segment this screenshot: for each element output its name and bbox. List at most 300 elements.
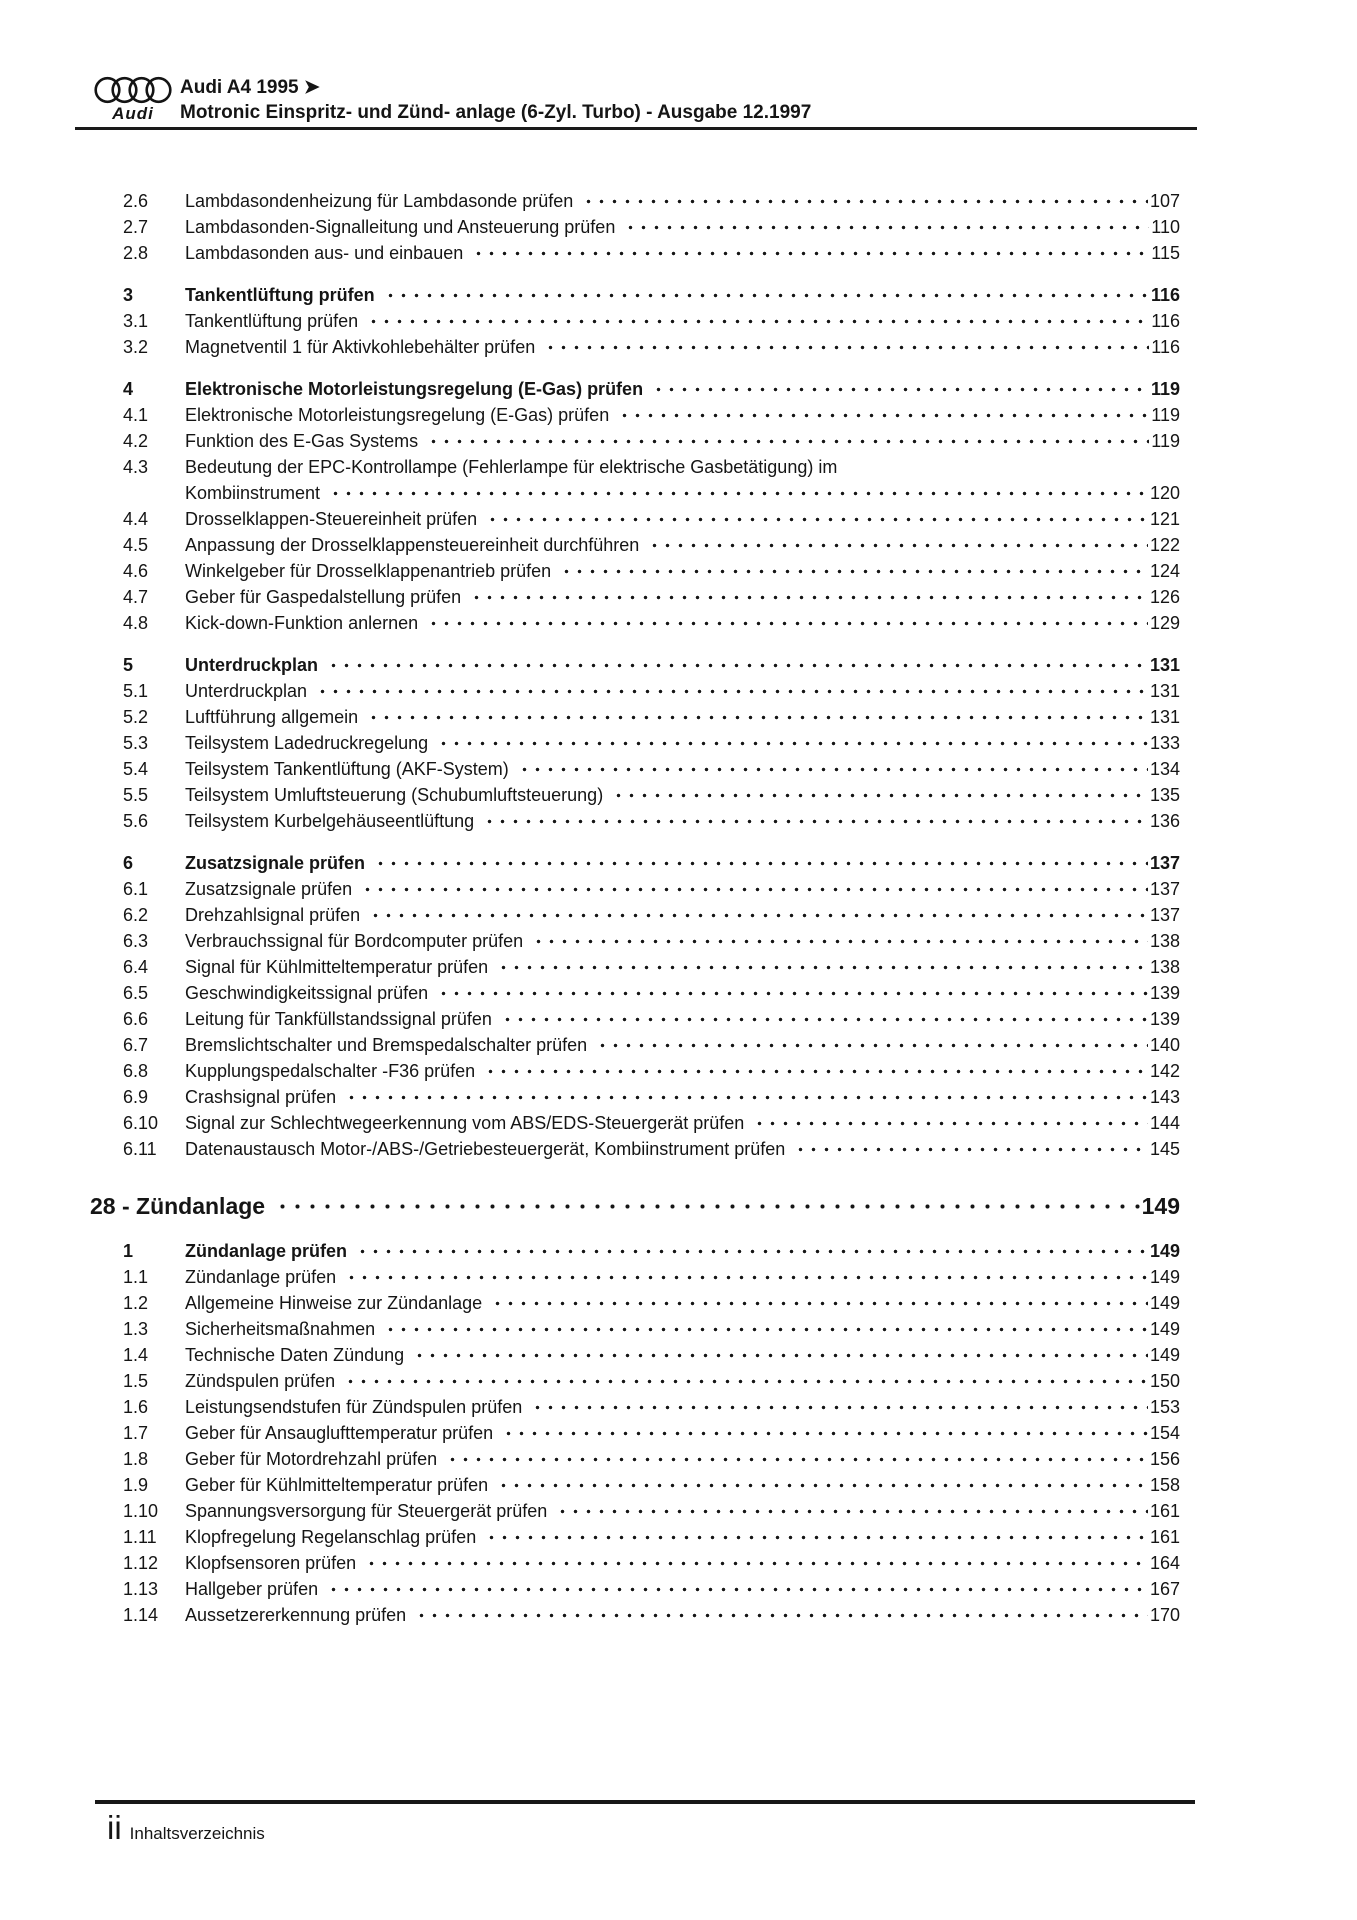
toc-dot-leader bbox=[423, 610, 1148, 636]
toc-row-body bbox=[185, 1368, 1180, 1394]
toc-row bbox=[90, 1498, 1180, 1524]
audi-wordmark: Audi bbox=[112, 104, 154, 123]
toc-section-number: 4.6 bbox=[123, 561, 149, 581]
toc-entry-line bbox=[185, 1576, 1180, 1602]
toc-row-body bbox=[185, 1032, 1180, 1058]
toc-entry-line bbox=[185, 402, 1180, 428]
toc-page-number: 120 bbox=[1149, 483, 1180, 503]
toc-entry-line bbox=[185, 808, 1180, 834]
toc-section-number: 5.3 bbox=[123, 733, 149, 753]
toc-entry-line bbox=[185, 282, 1180, 308]
toc-entry-line bbox=[185, 1446, 1180, 1472]
toc-page-number: 150 bbox=[1149, 1371, 1180, 1391]
toc-row bbox=[90, 876, 1180, 902]
toc-page-number: 144 bbox=[1149, 1113, 1180, 1133]
toc-page-number: 133 bbox=[1149, 733, 1180, 753]
toc-entry-line bbox=[185, 1550, 1180, 1576]
toc-row-body bbox=[185, 876, 1180, 902]
toc-row bbox=[90, 1316, 1180, 1342]
toc-section-number: 6.1 bbox=[123, 879, 149, 899]
toc-page-number: 156 bbox=[1149, 1449, 1180, 1469]
toc-row bbox=[90, 282, 1180, 308]
toc-entry-line bbox=[185, 1058, 1180, 1084]
toc-page-number: 140 bbox=[1149, 1035, 1180, 1055]
toc-entry-line bbox=[185, 980, 1180, 1006]
toc-page-number: 131 bbox=[1149, 681, 1180, 701]
toc-row bbox=[90, 980, 1180, 1006]
toc-dot-leader bbox=[352, 1238, 1148, 1264]
toc-row bbox=[90, 678, 1180, 704]
toc-section-number: 1.3 bbox=[123, 1319, 149, 1339]
toc-dot-leader bbox=[380, 1316, 1148, 1342]
toc-row bbox=[90, 402, 1180, 428]
toc-page-number: 126 bbox=[1149, 587, 1180, 607]
toc-row-body bbox=[185, 1394, 1180, 1420]
toc-row bbox=[90, 240, 1180, 266]
toc-row-body bbox=[185, 808, 1180, 834]
toc-row bbox=[90, 308, 1180, 334]
toc-row-body bbox=[185, 1290, 1180, 1316]
toc-entry-title: Lambdasonden-Signalleitung und Ansteuerung prüfen bbox=[185, 217, 616, 237]
toc-group bbox=[90, 1238, 1180, 1628]
toc-row bbox=[90, 1136, 1180, 1162]
toc-dot-leader bbox=[493, 1472, 1148, 1498]
toc-page-number: 119 bbox=[1151, 431, 1180, 451]
toc-entry-line bbox=[185, 704, 1180, 730]
toc-dot-leader bbox=[578, 188, 1148, 214]
toc-entry-title: Leitung für Tankfüllstandssignal prüfen bbox=[185, 1009, 492, 1029]
toc-entry-line bbox=[185, 850, 1180, 876]
toc-row-body bbox=[185, 1524, 1180, 1550]
toc-row-body bbox=[185, 678, 1180, 704]
toc-dot-leader bbox=[323, 652, 1148, 678]
toc-section-number: 3.2 bbox=[123, 337, 149, 357]
toc-page-number: 142 bbox=[1149, 1061, 1180, 1081]
toc-row-body bbox=[185, 214, 1180, 240]
toc-entry-title: Lambdasondenheizung für Lambdasonde prüfen bbox=[185, 191, 574, 211]
toc-row bbox=[90, 1058, 1180, 1084]
toc-row-body bbox=[185, 1006, 1180, 1032]
toc-entry-line bbox=[185, 730, 1180, 756]
toc-page-number: 149 bbox=[1149, 1267, 1180, 1287]
toc-section-number: 5.6 bbox=[123, 811, 149, 831]
toc-entry-title: Signal für Kühlmitteltemperatur prüfen bbox=[185, 957, 489, 977]
toc-entry-line bbox=[185, 334, 1180, 360]
toc-entry-line bbox=[185, 558, 1180, 584]
toc-entry-line bbox=[185, 1032, 1180, 1058]
toc-page-number: 131 bbox=[1149, 707, 1180, 727]
toc-entry-line bbox=[185, 1290, 1180, 1316]
toc-entry-line bbox=[185, 1110, 1180, 1136]
toc-entry-line bbox=[185, 1238, 1180, 1264]
chapter-heading-row bbox=[90, 1190, 1180, 1222]
toc-entry-title: Lambdasonden aus- und einbauen bbox=[185, 243, 464, 263]
toc-entry-title: Klopfsensoren prüfen bbox=[185, 1553, 357, 1573]
toc-row bbox=[90, 1420, 1180, 1446]
toc-dot-leader bbox=[493, 954, 1148, 980]
toc-dot-leader bbox=[409, 1342, 1148, 1368]
toc-row bbox=[90, 376, 1180, 402]
toc-section-number: 6.2 bbox=[123, 905, 149, 925]
toc-entry-title: Luftführung allgemein bbox=[185, 707, 359, 727]
toc-page-number: 149 bbox=[1149, 1241, 1180, 1261]
toc-dot-leader bbox=[498, 1420, 1148, 1446]
toc-row bbox=[90, 214, 1180, 240]
audi-rings-icon bbox=[94, 76, 172, 104]
toc-row bbox=[90, 704, 1180, 730]
header-title-block bbox=[180, 74, 811, 125]
page-header bbox=[92, 74, 811, 125]
toc-entry-line bbox=[185, 428, 1180, 454]
toc-entry-title: Zündspulen prüfen bbox=[185, 1371, 336, 1391]
toc-entry-title: Signal zur Schlechtwegeerkennung vom ABS/EDS-Steuergerät prüfen bbox=[185, 1113, 745, 1133]
toc-row bbox=[90, 954, 1180, 980]
toc-page-number: 121 bbox=[1149, 509, 1180, 529]
toc-entry-line bbox=[185, 240, 1180, 266]
toc-group bbox=[90, 282, 1180, 360]
toc-row bbox=[90, 928, 1180, 954]
toc-section-number: 4.4 bbox=[123, 509, 149, 529]
toc-entry-line bbox=[185, 610, 1180, 636]
toc-entry-title: Tankentlüftung prüfen bbox=[185, 311, 359, 331]
toc-row-body bbox=[185, 1342, 1180, 1368]
toc-page-number: 107 bbox=[1149, 191, 1180, 211]
toc-dot-leader bbox=[644, 532, 1148, 558]
toc-row-body bbox=[185, 1084, 1180, 1110]
toc-row-body bbox=[185, 756, 1180, 782]
toc-row-body bbox=[185, 610, 1180, 636]
toc-row bbox=[90, 334, 1180, 360]
toc-row-body bbox=[185, 1602, 1180, 1628]
toc-row-body bbox=[185, 506, 1180, 532]
toc-page-number: 116 bbox=[1150, 285, 1180, 305]
toc-entry-line bbox=[185, 1498, 1180, 1524]
toc-group bbox=[90, 188, 1180, 266]
toc-page-number: 138 bbox=[1149, 931, 1180, 951]
toc-page-number: 149 bbox=[1149, 1345, 1180, 1365]
toc-row-body bbox=[185, 532, 1180, 558]
toc-section-number: 6.4 bbox=[123, 957, 149, 977]
toc-row bbox=[90, 1602, 1180, 1628]
toc-page-number: 135 bbox=[1149, 785, 1180, 805]
toc-entry-title: Teilsystem Umluftsteuerung (Schubumluftsteuerung) bbox=[185, 785, 604, 805]
toc-row bbox=[90, 902, 1180, 928]
toc-entry-title: Elektronische Motorleistungsregelung (E-Gas) prüfen bbox=[185, 379, 644, 399]
toc-entry-title: Kick-down-Funktion anlernen bbox=[185, 613, 419, 633]
toc-page-number: 161 bbox=[1149, 1501, 1180, 1521]
toc-row-body bbox=[185, 1058, 1180, 1084]
toc-row-body bbox=[185, 1316, 1180, 1342]
toc-page-number: 129 bbox=[1149, 613, 1180, 633]
toc-dot-leader bbox=[514, 756, 1148, 782]
toc-row-body bbox=[185, 704, 1180, 730]
chapter-page-number: 149 bbox=[1141, 1193, 1180, 1219]
toc-row-body bbox=[185, 1576, 1180, 1602]
toc-dot-leader bbox=[433, 730, 1148, 756]
toc-page-number: 122 bbox=[1149, 535, 1180, 555]
toc-group bbox=[90, 652, 1180, 834]
toc-entry-line bbox=[185, 480, 1180, 506]
toc-page-number: 115 bbox=[1151, 243, 1180, 263]
toc-row bbox=[90, 850, 1180, 876]
toc-entry-line bbox=[185, 1084, 1180, 1110]
toc-row-body bbox=[185, 1550, 1180, 1576]
toc-row bbox=[90, 1264, 1180, 1290]
toc-entry-title: Technische Daten Zündung bbox=[185, 1345, 405, 1365]
toc-dot-leader bbox=[411, 1602, 1148, 1628]
toc-entry-line bbox=[185, 214, 1180, 240]
page-footer bbox=[107, 1808, 265, 1848]
header-title-line1: Audi A4 1995 ➤ bbox=[180, 77, 320, 98]
toc-row-body bbox=[185, 282, 1180, 308]
toc-section-number: 6.9 bbox=[123, 1087, 149, 1107]
toc-row-body bbox=[185, 1110, 1180, 1136]
toc-section-number: 1.14 bbox=[123, 1605, 159, 1625]
toc-dot-leader bbox=[363, 308, 1149, 334]
toc-dot-leader bbox=[423, 428, 1149, 454]
toc-entry-title: Spannungsversorgung für Steuergerät prüfen bbox=[185, 1501, 548, 1521]
toc-page-number: 138 bbox=[1149, 957, 1180, 977]
toc-dot-leader bbox=[481, 1524, 1148, 1550]
toc-row bbox=[90, 1084, 1180, 1110]
toc-row-body bbox=[185, 980, 1180, 1006]
toc-row-body bbox=[185, 1472, 1180, 1498]
toc-page-number: 145 bbox=[1149, 1139, 1180, 1159]
toc-row bbox=[90, 1576, 1180, 1602]
toc-entry-title: Bremslichtschalter und Bremspedalschalter prüfen bbox=[185, 1035, 588, 1055]
toc-dot-leader bbox=[340, 1368, 1148, 1394]
toc-row-body bbox=[185, 240, 1180, 266]
toc-dot-leader bbox=[608, 782, 1148, 808]
toc-row-body bbox=[185, 308, 1180, 334]
toc-row-body bbox=[185, 1420, 1180, 1446]
toc-row-body bbox=[185, 1264, 1180, 1290]
toc-entry-line bbox=[185, 506, 1180, 532]
toc-page-number: 153 bbox=[1149, 1397, 1180, 1417]
toc-entry-line bbox=[185, 1420, 1180, 1446]
toc-entry-title: Leistungsendstufen für Zündspulen prüfen bbox=[185, 1397, 523, 1417]
toc-entry-line bbox=[185, 782, 1180, 808]
toc-page-number: 161 bbox=[1149, 1527, 1180, 1547]
toc-row bbox=[90, 454, 1180, 506]
toc-entry-title: Zusatzsignale prüfen bbox=[185, 879, 353, 899]
toc-page-number: 137 bbox=[1149, 879, 1180, 899]
toc-entry-title: Aussetzererkennung prüfen bbox=[185, 1605, 407, 1625]
toc-row bbox=[90, 782, 1180, 808]
toc-section-number: 6.5 bbox=[123, 983, 149, 1003]
header-divider-rule bbox=[75, 127, 1197, 130]
toc-row bbox=[90, 1550, 1180, 1576]
toc-dot-leader bbox=[468, 240, 1149, 266]
toc-row-body bbox=[185, 376, 1180, 402]
toc-page-number: 167 bbox=[1149, 1579, 1180, 1599]
toc-dot-leader bbox=[790, 1136, 1148, 1162]
toc-entry-line bbox=[185, 1006, 1180, 1032]
toc-row bbox=[90, 506, 1180, 532]
toc-dot-leader bbox=[497, 1006, 1148, 1032]
toc-row bbox=[90, 610, 1180, 636]
toc-entry-line bbox=[185, 954, 1180, 980]
toc-row bbox=[90, 584, 1180, 610]
toc-entry-title: Magnetventil 1 für Aktivkohlebehälter prüfen bbox=[185, 337, 536, 357]
toc-row bbox=[90, 1394, 1180, 1420]
toc-section-number: 4.8 bbox=[123, 613, 149, 633]
toc-row bbox=[90, 1110, 1180, 1136]
toc-page-number: 149 bbox=[1149, 1319, 1180, 1339]
toc-section-number: 1.6 bbox=[123, 1397, 149, 1417]
toc-section-number: 4.7 bbox=[123, 587, 149, 607]
toc-dot-leader bbox=[648, 376, 1149, 402]
toc-entry-title: Klopfregelung Regelanschlag prüfen bbox=[185, 1527, 477, 1547]
toc-entry-title: Anpassung der Drosselklappensteuereinheit durchführen bbox=[185, 535, 640, 555]
toc-row-body bbox=[185, 902, 1180, 928]
toc-entry-line bbox=[185, 584, 1180, 610]
toc-row bbox=[90, 808, 1180, 834]
toc-dot-leader bbox=[365, 902, 1148, 928]
toc-entry-title: Kombiinstrument bbox=[185, 483, 321, 503]
toc-section-number: 4.5 bbox=[123, 535, 149, 555]
toc-entry-title: Geber für Motordrehzahl prüfen bbox=[185, 1449, 438, 1469]
toc-entry-line bbox=[185, 1316, 1180, 1342]
toc-list bbox=[90, 188, 1180, 1628]
toc-entry-title: Funktion des E-Gas Systems bbox=[185, 431, 419, 451]
toc-entry-title: Teilsystem Tankentlüftung (AKF-System) bbox=[185, 759, 509, 779]
toc-row bbox=[90, 1368, 1180, 1394]
toc-row-body bbox=[185, 954, 1180, 980]
toc-page-number: 134 bbox=[1149, 759, 1180, 779]
toc-entry-title: Tankentlüftung prüfen bbox=[185, 285, 375, 305]
toc-page-number: 131 bbox=[1149, 655, 1180, 675]
toc-entry-title: Hallgeber prüfen bbox=[185, 1579, 319, 1599]
toc-entry-line bbox=[185, 756, 1180, 782]
toc-row bbox=[90, 188, 1180, 214]
toc-page-number: 119 bbox=[1150, 379, 1180, 399]
toc-dot-leader bbox=[528, 928, 1148, 954]
toc-dot-leader bbox=[466, 584, 1148, 610]
toc-section-number: 1.5 bbox=[123, 1371, 149, 1391]
toc-row-body bbox=[185, 188, 1180, 214]
toc-page-number: 143 bbox=[1149, 1087, 1180, 1107]
toc-section-number: 1.12 bbox=[123, 1553, 159, 1573]
toc-dot-leader bbox=[380, 282, 1149, 308]
toc-page-number: 164 bbox=[1149, 1553, 1180, 1573]
toc-entry-line bbox=[185, 1368, 1180, 1394]
toc-section-number: 2.7 bbox=[123, 217, 149, 237]
toc-group bbox=[90, 850, 1180, 1162]
toc-row bbox=[90, 652, 1180, 678]
toc-entry-title: Geschwindigkeitssignal prüfen bbox=[185, 983, 429, 1003]
toc-group bbox=[90, 376, 1180, 636]
toc-row bbox=[90, 1446, 1180, 1472]
toc-section-number: 1 bbox=[123, 1241, 134, 1261]
toc-dot-leader bbox=[341, 1264, 1148, 1290]
toc-row-body bbox=[185, 1238, 1180, 1264]
toc-section-number: 1.2 bbox=[123, 1293, 149, 1313]
toc-row-body bbox=[185, 1136, 1180, 1162]
toc-dot-leader bbox=[614, 402, 1149, 428]
toc-entry-line bbox=[185, 376, 1180, 402]
toc-page-number: 110 bbox=[1151, 217, 1180, 237]
toc-entry-title: Kupplungspedalschalter -F36 prüfen bbox=[185, 1061, 476, 1081]
toc-page-number: 158 bbox=[1149, 1475, 1180, 1495]
toc-entry-title-line1: Bedeutung der EPC-Kontrollampe (Fehlerlampe für elektrische Gasbetätigung) im bbox=[185, 457, 838, 477]
toc-page-number: 137 bbox=[1149, 905, 1180, 925]
toc-entry-title: Allgemeine Hinweise zur Zündanlage bbox=[185, 1293, 483, 1313]
toc-section-number: 1.4 bbox=[123, 1345, 149, 1365]
toc-row-body bbox=[185, 850, 1180, 876]
toc-page-number: 119 bbox=[1151, 405, 1180, 425]
toc-dot-leader bbox=[556, 558, 1148, 584]
toc-section-number: 1.9 bbox=[123, 1475, 149, 1495]
toc-dot-leader bbox=[487, 1290, 1148, 1316]
toc-section-number: 4.1 bbox=[123, 405, 149, 425]
toc-page-number: 116 bbox=[1151, 337, 1180, 357]
toc-row-body bbox=[185, 584, 1180, 610]
toc-dot-leader bbox=[749, 1110, 1148, 1136]
toc-row bbox=[90, 1472, 1180, 1498]
toc-entry-line bbox=[185, 678, 1180, 704]
toc-row bbox=[90, 730, 1180, 756]
toc-page-number: 124 bbox=[1149, 561, 1180, 581]
toc-entry-title: Zündanlage prüfen bbox=[185, 1267, 337, 1287]
toc-row-body bbox=[185, 1498, 1180, 1524]
toc-entry-line bbox=[185, 1264, 1180, 1290]
toc-dot-leader bbox=[442, 1446, 1148, 1472]
toc-section-number: 5.2 bbox=[123, 707, 149, 727]
toc-row bbox=[90, 1290, 1180, 1316]
toc-entry-line bbox=[185, 188, 1180, 214]
toc-section-number: 5.5 bbox=[123, 785, 149, 805]
toc-page-number: 116 bbox=[1151, 311, 1180, 331]
chapter-dot-leader bbox=[270, 1190, 1140, 1222]
toc-entry-line bbox=[185, 1342, 1180, 1368]
toc-row bbox=[90, 1238, 1180, 1264]
toc-section-number: 6.8 bbox=[123, 1061, 149, 1081]
toc-page-number: 149 bbox=[1149, 1293, 1180, 1313]
toc-entry-title: Datenaustausch Motor-/ABS-/Getriebesteuergerät, Kombiinstrument prüfen bbox=[185, 1139, 786, 1159]
toc-page-number: 139 bbox=[1149, 1009, 1180, 1029]
toc-dot-leader bbox=[363, 704, 1148, 730]
toc-dot-leader bbox=[479, 808, 1148, 834]
toc-page-number: 170 bbox=[1149, 1605, 1180, 1625]
toc-section-number: 1.11 bbox=[123, 1527, 157, 1547]
toc-section-number: 5.1 bbox=[123, 681, 149, 701]
toc-row-body bbox=[185, 652, 1180, 678]
toc-entry-title: Zündanlage prüfen bbox=[185, 1241, 347, 1261]
toc-dot-leader bbox=[325, 480, 1148, 506]
toc-dot-leader bbox=[312, 678, 1148, 704]
toc-row bbox=[90, 1342, 1180, 1368]
chapter-title: 28 - Zündanlage bbox=[90, 1193, 266, 1219]
toc-section-number: 6.7 bbox=[123, 1035, 149, 1055]
toc-row bbox=[90, 1032, 1180, 1058]
toc-entry-line bbox=[185, 308, 1180, 334]
toc-row-body bbox=[185, 558, 1180, 584]
toc-dot-leader bbox=[592, 1032, 1148, 1058]
toc-dot-leader bbox=[540, 334, 1149, 360]
toc-entry-title: Geber für Gaspedalstellung prüfen bbox=[185, 587, 462, 607]
toc-dot-leader bbox=[480, 1058, 1148, 1084]
toc-entry-line bbox=[185, 1524, 1180, 1550]
toc-page-number: 154 bbox=[1149, 1423, 1180, 1443]
toc-dot-leader bbox=[433, 980, 1148, 1006]
toc-section-number: 1.8 bbox=[123, 1449, 149, 1469]
toc-section-number: 4 bbox=[123, 379, 134, 399]
toc-row-body bbox=[185, 782, 1180, 808]
toc-dot-leader bbox=[482, 506, 1148, 532]
toc-section-number: 1.13 bbox=[123, 1579, 159, 1599]
toc-entry-title: Unterdruckplan bbox=[185, 655, 319, 675]
